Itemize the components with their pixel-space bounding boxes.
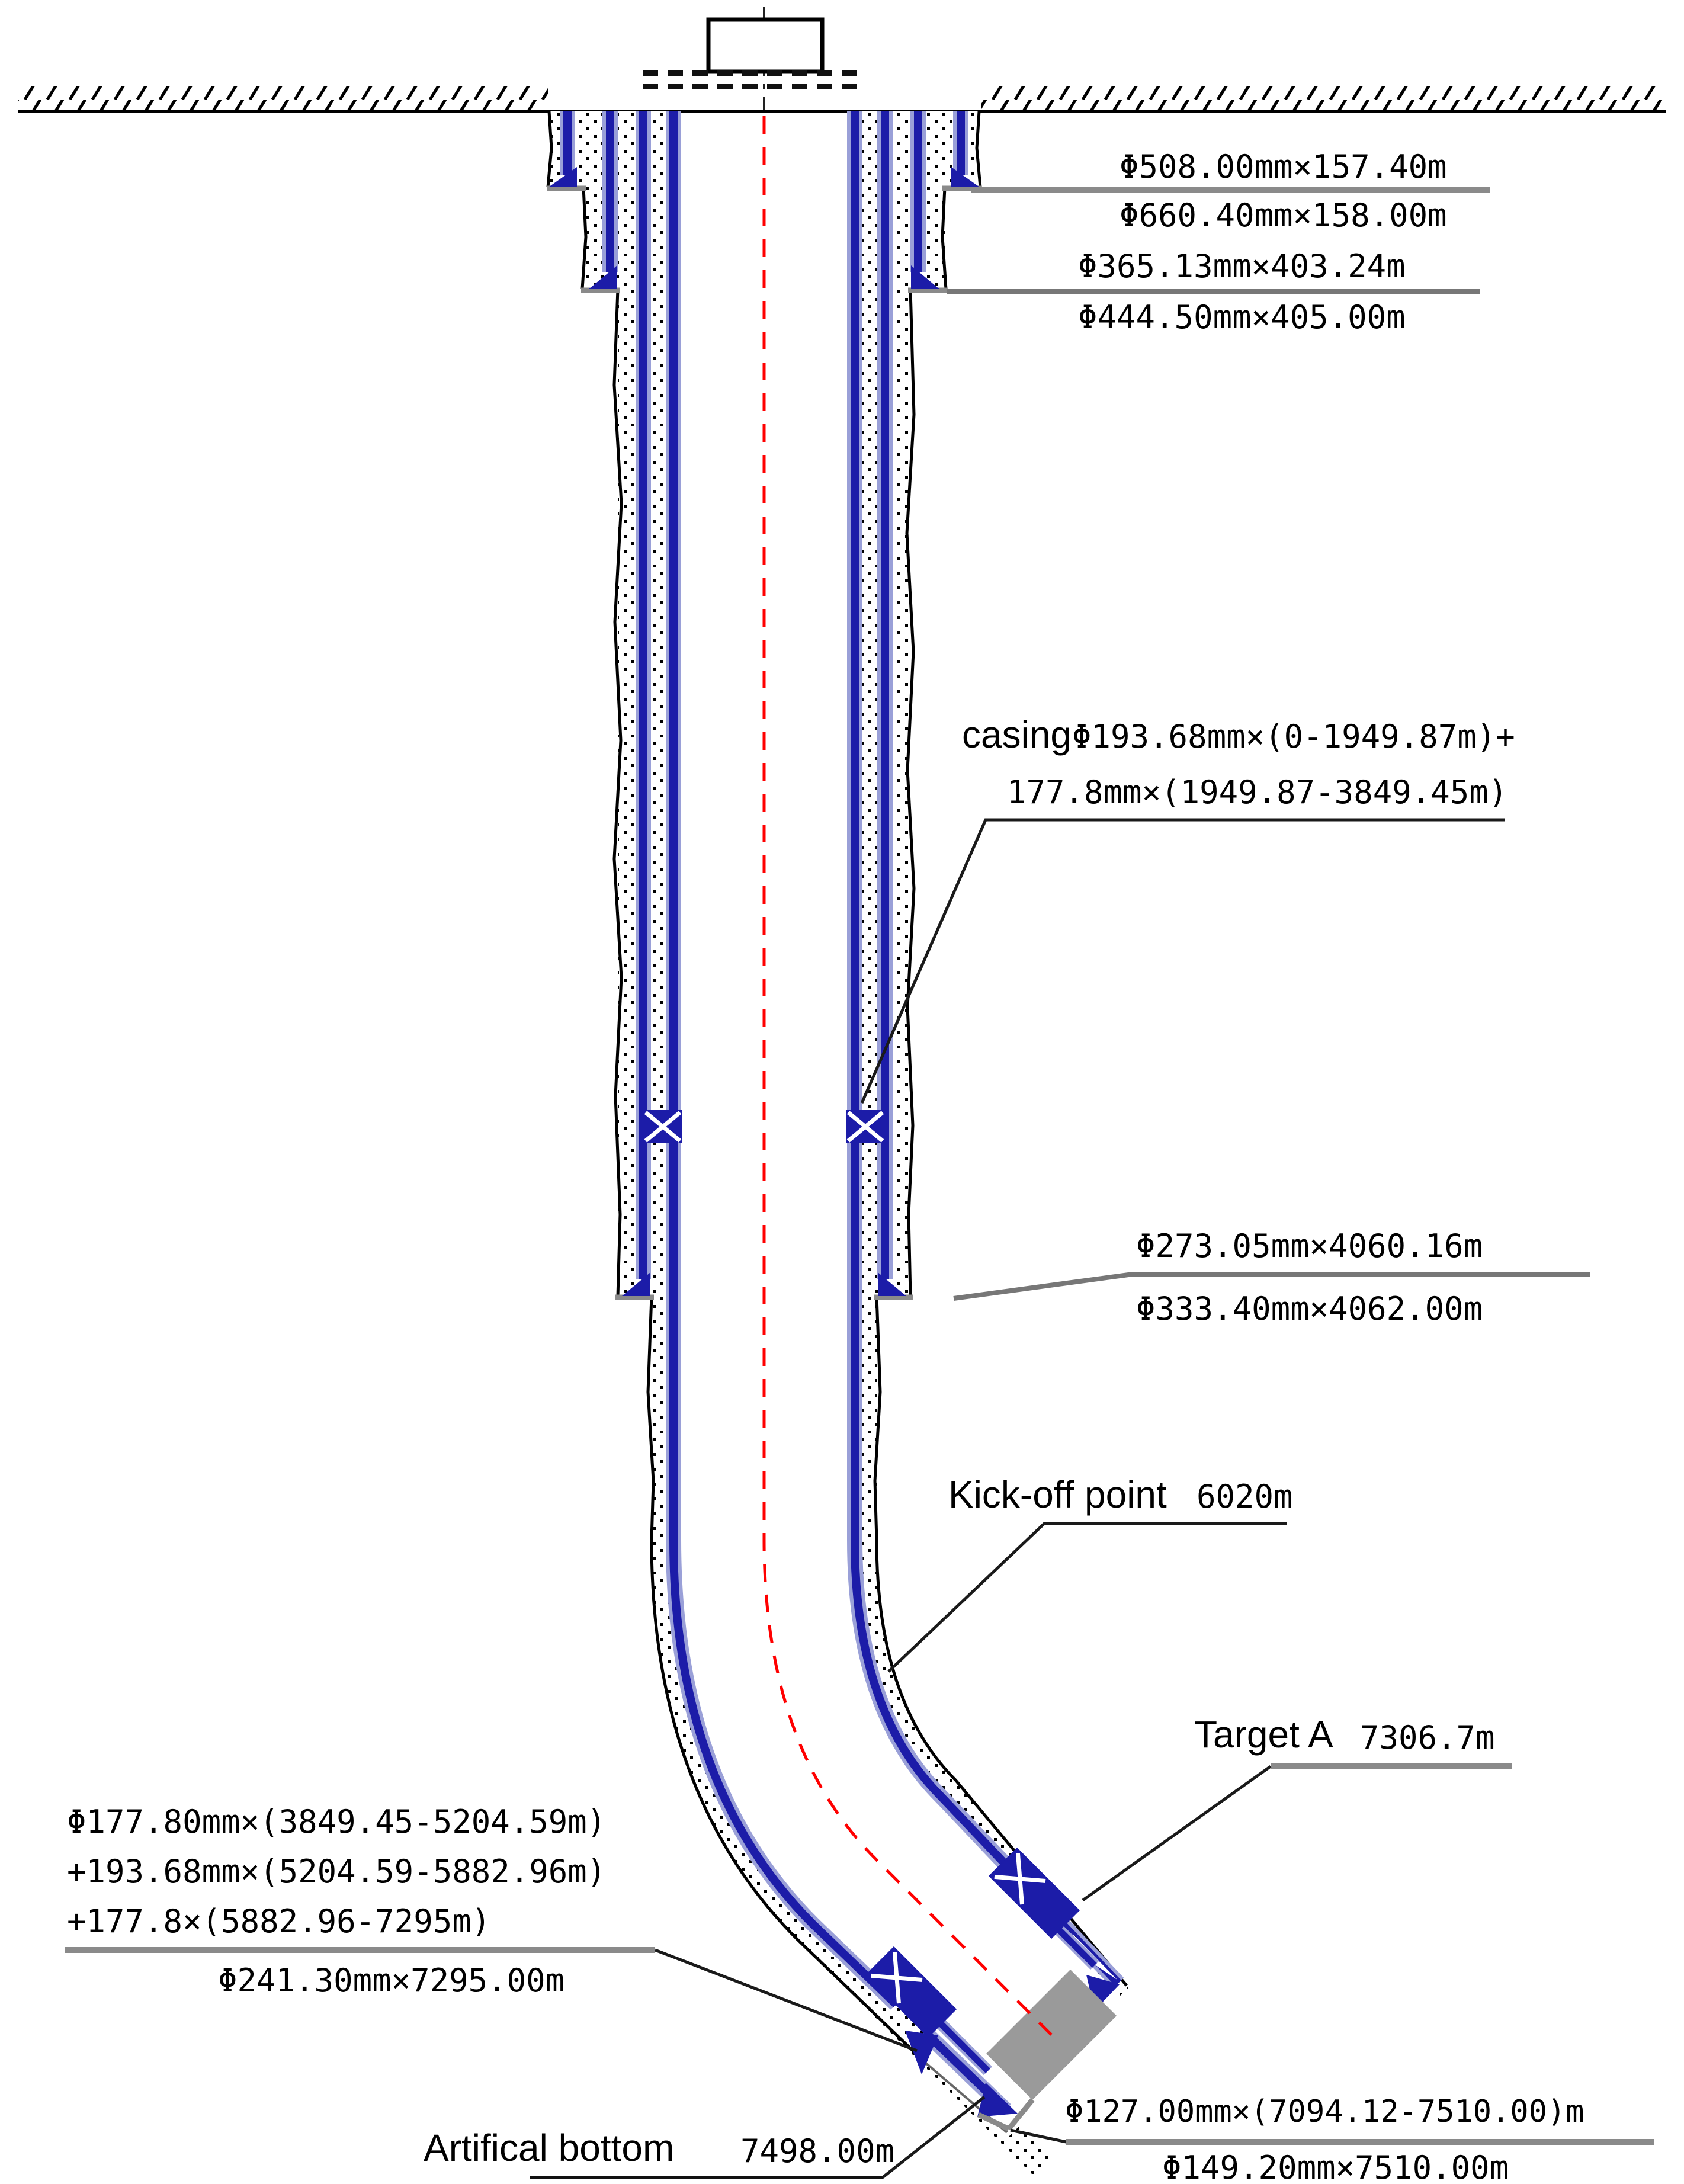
leader-artificial-diagonal — [883, 2097, 984, 2177]
annotations — [67, 148, 1584, 2184]
label-casing-193-line2: 177.8mm×(1949.87-3849.45m) — [1007, 774, 1508, 811]
label-artificial-bottom-depth: 7498.00m — [740, 2132, 895, 2170]
label-casing-273: Φ273.05mm×4060.16m — [1136, 1227, 1483, 1265]
label-artificial-bottom: Artifical bottom — [424, 2127, 675, 2169]
label-casing-word: casing — [962, 713, 1072, 756]
wellhead — [643, 7, 865, 110]
leader-kick-off — [888, 1524, 1287, 1672]
leader-target-diagonal — [1083, 1766, 1271, 1900]
liner-hanger-3849-left — [643, 1110, 682, 1143]
label-target-a: Target A — [1194, 1713, 1333, 1756]
leader-casing-193 — [862, 820, 1505, 1103]
label-casing-333: Φ333.40mm×4062.00m — [1136, 1290, 1483, 1327]
borehole-wall-right — [875, 111, 1127, 1986]
label-casing-149: Φ149.20mm×7510.00m — [1162, 2149, 1509, 2184]
label-target-depth: 7306.7m — [1360, 1719, 1495, 1756]
label-liner-line3: +177.8×(5882.96-7295m) — [67, 1903, 491, 1940]
liner-hanger-3849-right — [846, 1110, 885, 1143]
ground-hatch-right — [981, 86, 1666, 111]
ground-hatch-left — [18, 86, 548, 111]
label-kick-off-depth: 6020m — [1197, 1478, 1293, 1515]
label-casing-660: Φ660.40mm×158.00m — [1120, 197, 1447, 234]
label-kick-off: Kick-off point — [948, 1473, 1167, 1516]
label-liner-line2: +193.68mm×(5204.59-5882.96m) — [67, 1853, 607, 1890]
cement-left — [549, 111, 1053, 2176]
label-casing-241: Φ241.30mm×7295.00m — [218, 1962, 565, 1999]
cement-right — [855, 111, 1128, 1997]
label-casing-444: Φ444.50mm×405.00m — [1078, 299, 1406, 336]
label-casing-127: Φ127.00mm×(7094.12-7510.00)m — [1065, 2094, 1584, 2130]
label-casing-193-line1: Φ193.68mm×(0-1949.87m)+ — [1072, 718, 1515, 755]
label-casing-365: Φ365.13mm×403.24m — [1078, 248, 1406, 285]
ground-surface — [18, 86, 1666, 111]
wellhead-box — [708, 20, 822, 72]
label-liner-line1: Φ177.80mm×(3849.45-5204.59m) — [67, 1803, 607, 1840]
label-casing-508: Φ508.00mm×157.40m — [1120, 148, 1447, 185]
